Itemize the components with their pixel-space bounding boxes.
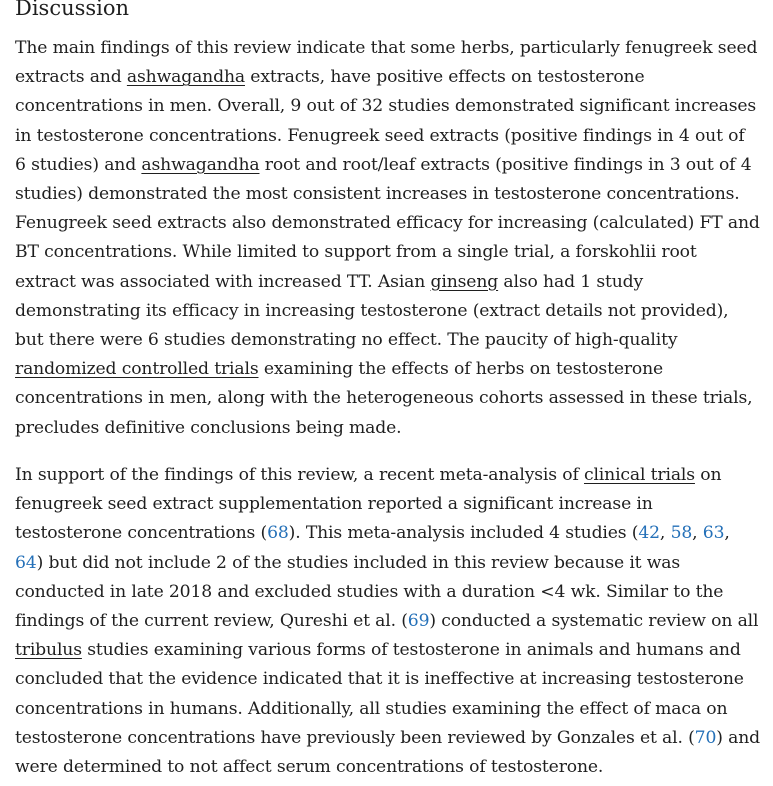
text-span: root and root/leaf extracts (positive findings in 3 out of 4 studies) demonstrated the most consistent increases in testosterone concentrations. Fenugreek seed extracts also demonstrated efficacy for increasing (calculated) FT and BT concentrations. While limited to support from a single trial, a forskohlii root extract was associated with increased TT. Asian bbox=[15, 154, 760, 292]
text-span: examining the effects of herbs on testosterone concentrations in men, along with the heterogeneous cohorts assessed in these trials, precludes definitive conclusions being made. bbox=[15, 359, 753, 438]
text-span: ) and were determined to not affect serum concentrations of testosterone. bbox=[15, 727, 760, 778]
topic-link-tribulus[interactable]: tribulus bbox=[15, 640, 82, 661]
text-span: on fenugreek seed extract supplementation reported a significant increase in testosterone concentrations ( bbox=[15, 465, 722, 544]
paragraph-1 bbox=[15, 34, 760, 443]
topic-link-randomized-controlled-trials[interactable]: randomized controlled trials bbox=[15, 359, 259, 380]
text-span: , bbox=[724, 523, 730, 544]
citation-link-68[interactable]: 68 bbox=[267, 523, 289, 544]
section-heading: Discussion bbox=[15, 0, 130, 20]
text-span: also had 1 study demonstrating its efficacy in increasing testosterone (extract details not provided), but there were 6 studies demonstrating no effect. The paucity of high-quality bbox=[15, 271, 729, 351]
text-span: ) but did not include 2 of the studies included in this review because it was conducted in late 2018 and excluded studies with a duration <4 wk. Similar to the findings of the current review, Qureshi et al. ( bbox=[15, 552, 724, 632]
text-span: The main findings of this review indicate that some herbs, particularly fenugreek seed extracts and bbox=[15, 38, 758, 88]
text-span: In support of the findings of this review, a recent meta-analysis of bbox=[15, 465, 584, 485]
text-span: extracts, have positive effects on testosterone concentrations in men. Overall, 9 out of 32 studies demonstrated significant increases in testosterone concentrations. Fenugreek seed extracts (positive findings in 4 out of 6 studies) and bbox=[15, 67, 757, 175]
paragraph-2 bbox=[15, 461, 760, 782]
text-span: ) conducted a systematic review on all bbox=[429, 611, 759, 632]
text-span: , bbox=[692, 523, 703, 544]
text-span: , bbox=[659, 523, 671, 544]
text-span: ). This meta-analysis included 4 studies ( bbox=[288, 523, 639, 544]
citation-link-69[interactable]: 69 bbox=[407, 611, 430, 632]
topic-link-ashwagandha[interactable]: ashwagandha bbox=[141, 154, 260, 175]
citation-link-64[interactable]: 64 bbox=[15, 552, 37, 573]
topic-link-ginseng[interactable]: ginseng bbox=[430, 271, 499, 292]
text-span: studies examining various forms of testosterone in animals and humans and concluded that the evidence indicated that it is ineffective at increasing testosterone concentrations in humans. Additionally, all studies examining the effect of maca on testosterone concentrations have previously been reviewed by Gonzales et al. ( bbox=[15, 640, 744, 748]
citation-link-42[interactable]: 42 bbox=[638, 523, 660, 544]
citation-link-63[interactable]: 63 bbox=[702, 523, 725, 544]
citation-link-70[interactable]: 70 bbox=[694, 727, 717, 748]
citation-link-58[interactable]: 58 bbox=[670, 523, 693, 544]
topic-link-ashwagandha[interactable]: ashwagandha bbox=[126, 67, 245, 88]
topic-link-clinical-trials[interactable]: clinical trials bbox=[583, 465, 695, 485]
